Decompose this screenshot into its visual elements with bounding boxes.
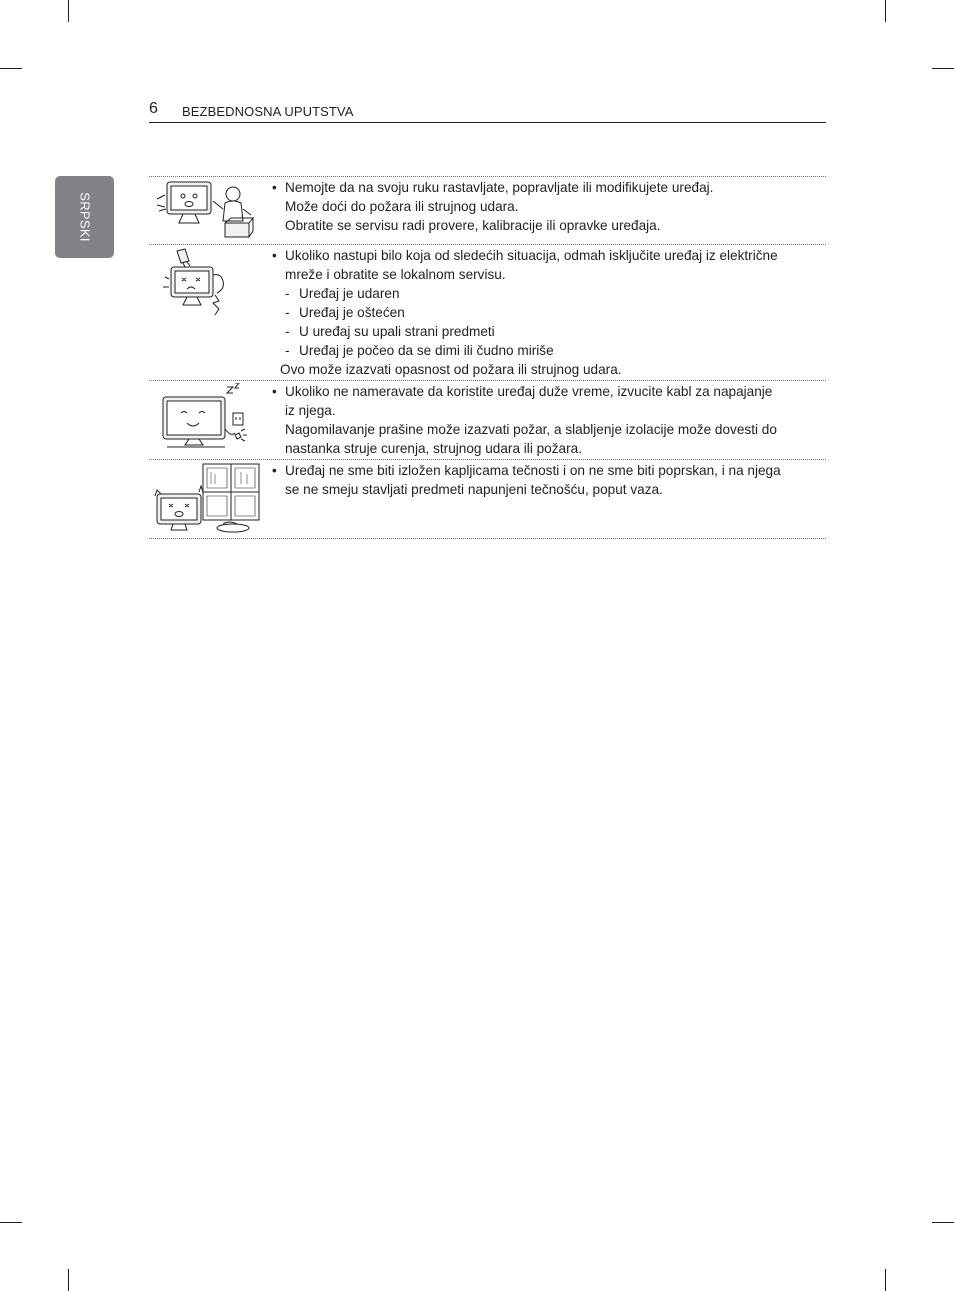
crop-mark (68, 0, 69, 22)
tv-disassembly-icon (153, 179, 265, 241)
safety-row-text (272, 382, 818, 458)
bullet-text: • Ukoliko ne nameravate da koristite uređaj duže vreme, izvucite kabl za napajanje (272, 382, 818, 401)
safety-row-text (272, 246, 818, 379)
crop-mark (0, 68, 22, 69)
safety-row-text (272, 178, 818, 235)
language-tab (55, 176, 114, 258)
bullet-text: • Ukoliko nastupi bilo koja od sledećih situacija, odmah isključite uređaj iz električne (272, 246, 818, 265)
body-text: se ne smeju stavljati predmeti napunjeni tečnošću, poput vaza. (285, 482, 663, 497)
crop-mark (932, 68, 954, 69)
page-number: 6 (149, 100, 158, 117)
sub-item: - Uređaj je počeo da se dimi ili čudno miriše (272, 341, 818, 360)
body-text: Obratite se servisu radi provere, kalibracije ili opravke uređaja. (285, 218, 661, 233)
crop-mark (932, 1222, 954, 1223)
footer-text: Ovo može izazvati opasnost od požara ili strujnog udara. (280, 362, 622, 377)
body-text: nastanka struje curenja, strujnog udara ili požara. (285, 441, 582, 456)
sub-item: - U uređaj su upali strani predmeti (272, 322, 818, 341)
tv-damaged-icon (153, 247, 265, 317)
body-text: Nagomilavanje prašine može izazvati požar, a slabljenje izolacije može dovesti do (285, 422, 777, 437)
language-tab-label: SRPSKI (77, 192, 92, 242)
safety-row (149, 177, 826, 245)
sub-item: - Uređaj je oštećen (272, 303, 818, 322)
crop-mark (68, 1269, 69, 1291)
safety-row (149, 460, 826, 539)
safety-row-text (272, 461, 818, 499)
safety-instructions-table (149, 176, 826, 539)
crop-mark (885, 0, 886, 22)
tv-unplugged-icon (153, 383, 265, 455)
section-title: BEZBEDNOSNA UPUTSTVA (182, 104, 354, 119)
body-text: iz njega. (285, 403, 336, 418)
body-text: Može doći do požara ili strujnog udara. (285, 199, 519, 214)
page-header (149, 100, 826, 123)
sub-item: - Uređaj je udaren (272, 284, 818, 303)
body-text: mreže i obratite se lokalnom servisu. (285, 267, 506, 282)
bullet-text: • Nemojte da na svoju ruku rastavljate, popravljate ili modifikujete uređaj. (272, 178, 818, 197)
bullet-text: • Uređaj ne sme biti izložen kapljicama tečnosti i on ne sme biti poprskan, i na njega (272, 461, 818, 480)
crop-mark (0, 1222, 22, 1223)
tv-liquid-icon (153, 462, 265, 536)
safety-row (149, 381, 826, 460)
safety-row (149, 245, 826, 381)
crop-mark (885, 1269, 886, 1291)
